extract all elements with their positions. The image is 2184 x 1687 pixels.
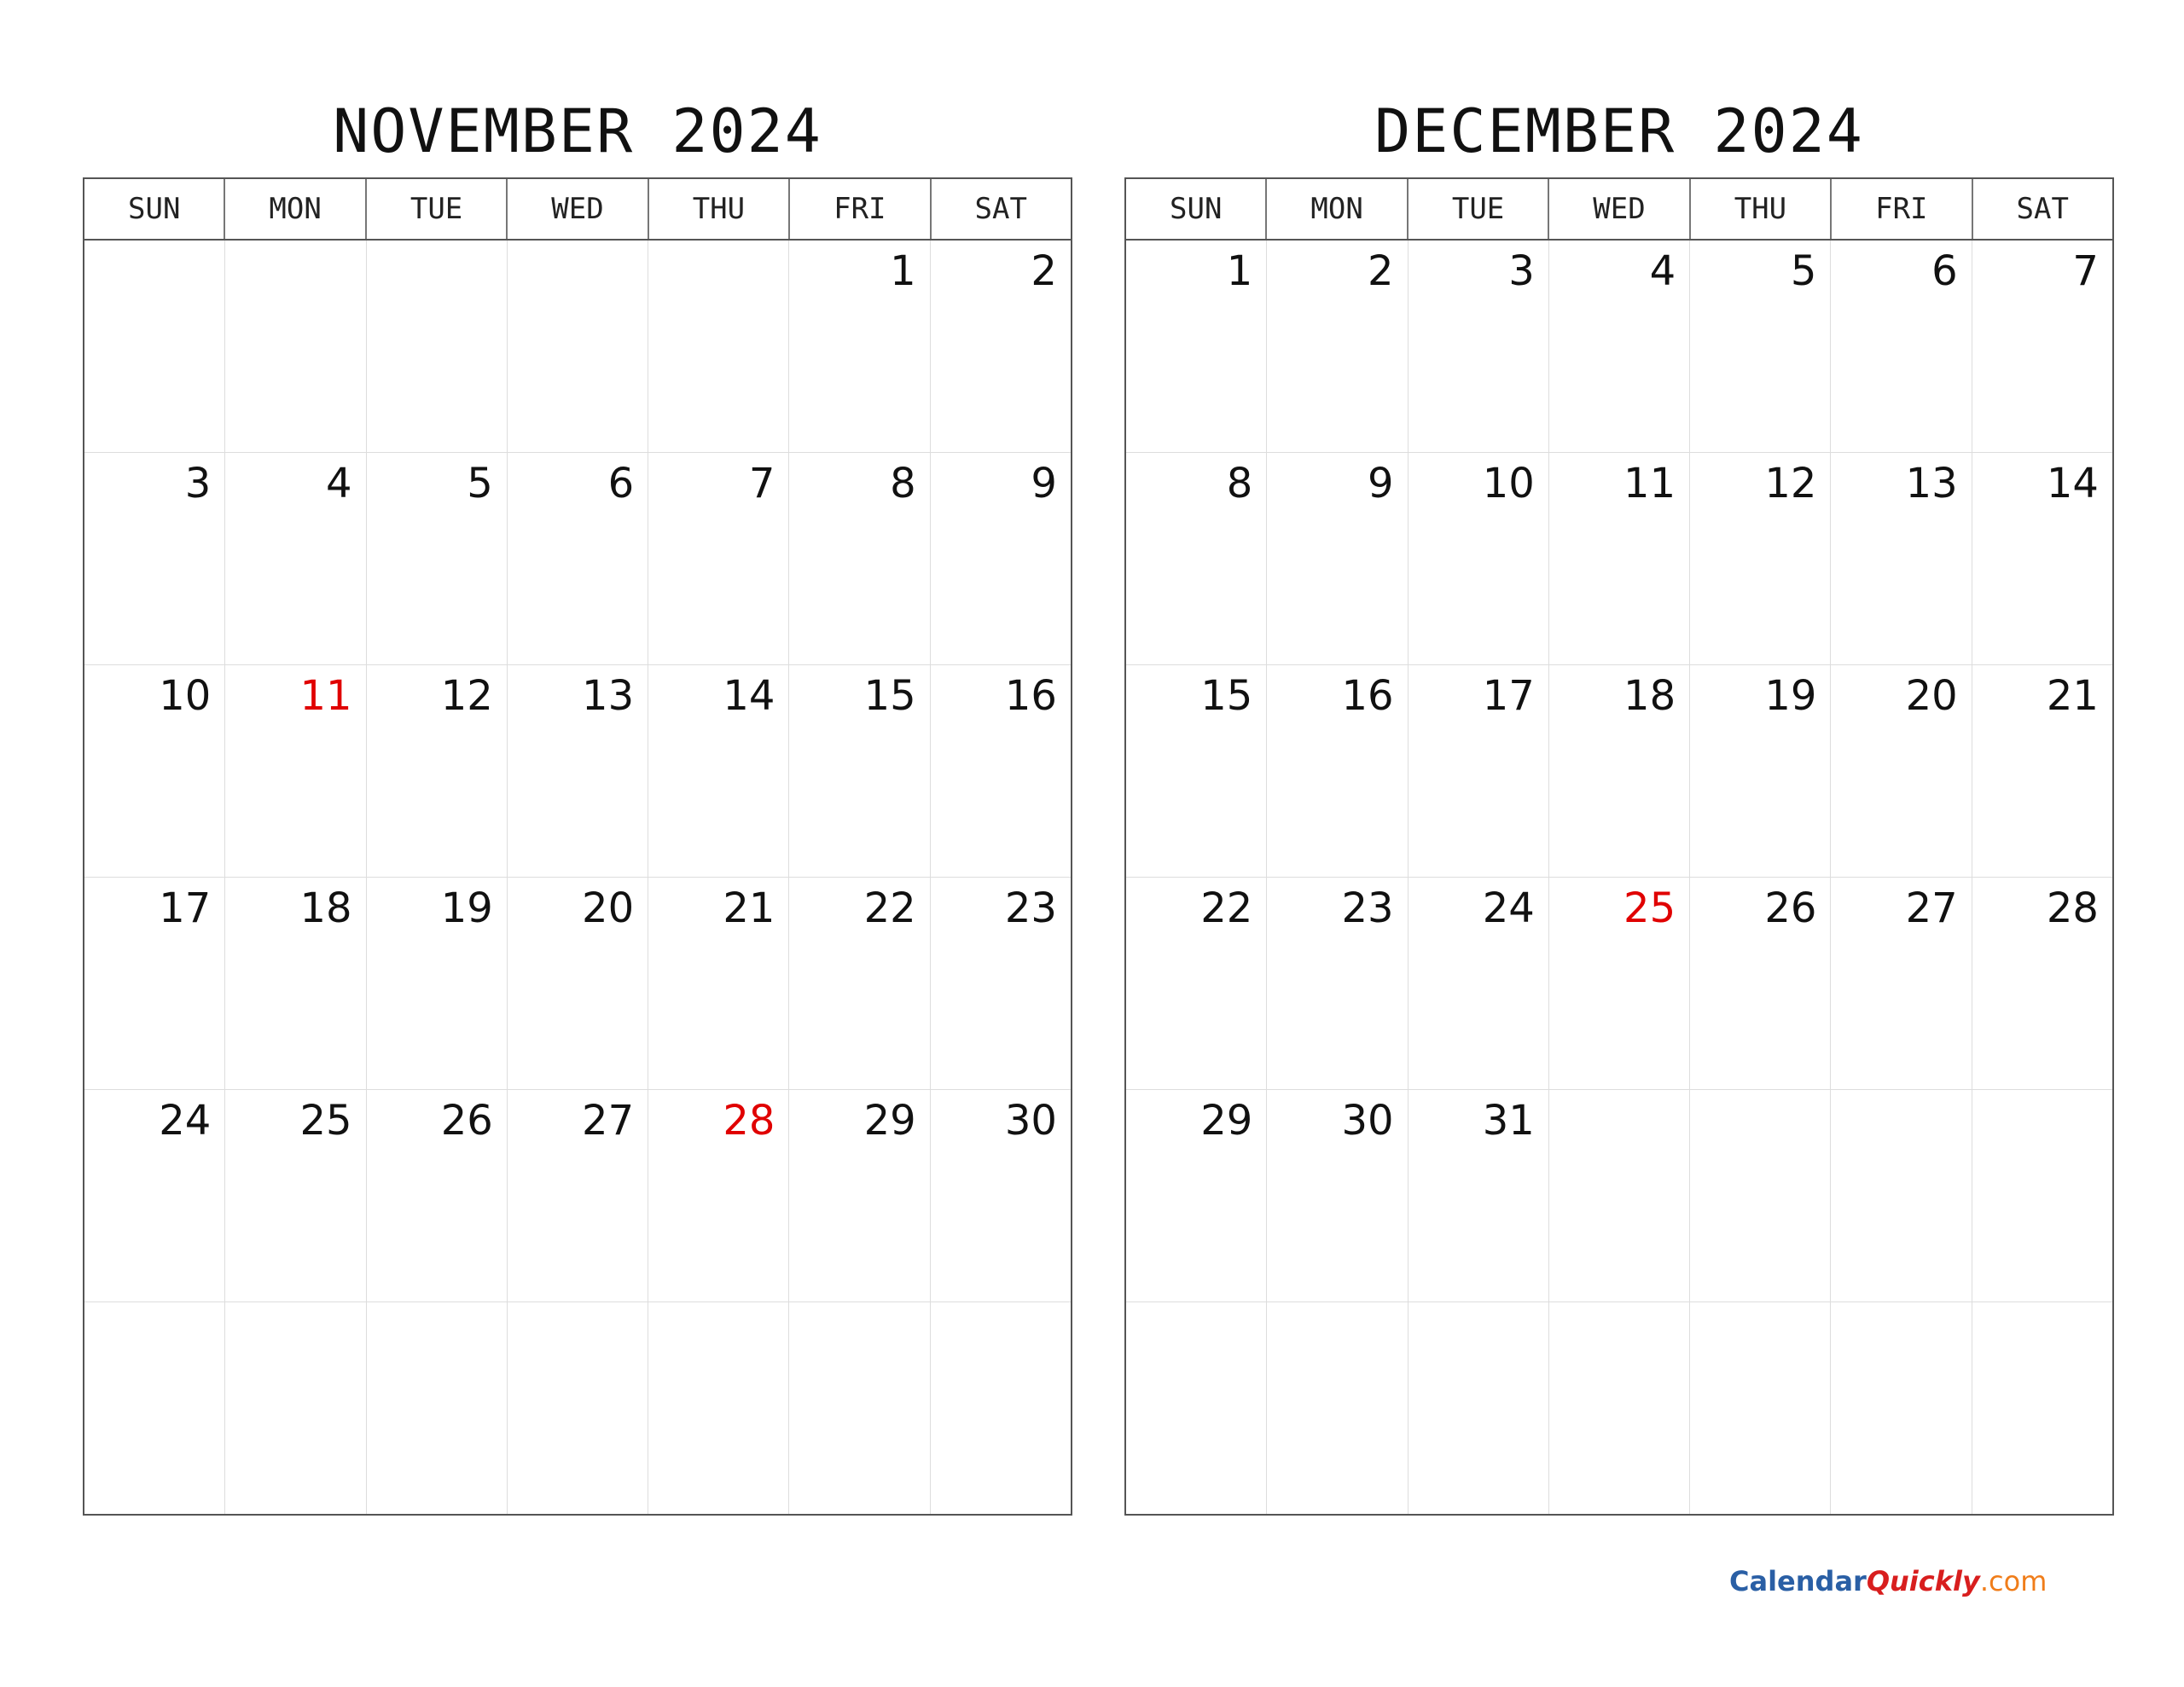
day-number: 29 (863, 1097, 916, 1145)
day-cell (1126, 665, 1266, 877)
day-cell (1408, 878, 1548, 1089)
day-cell (1972, 665, 2112, 877)
day-cell (1830, 453, 1971, 664)
day-cell (1266, 1302, 1407, 1514)
week-row (1126, 241, 2112, 452)
weekday-header: FRI (1830, 179, 1971, 239)
day-cell (366, 241, 507, 452)
day-number: 14 (723, 672, 775, 720)
day-cell (1830, 241, 1971, 452)
day-cell (648, 241, 788, 452)
day-number: 19 (1764, 672, 1817, 720)
day-cell (507, 1302, 648, 1514)
day-cell (648, 665, 788, 877)
day-number: 30 (1004, 1097, 1057, 1145)
day-cell (1408, 453, 1548, 664)
brand-part-calendar: Calendar (1729, 1565, 1867, 1597)
day-number: 20 (582, 884, 635, 932)
day-cell (788, 665, 929, 877)
weekday-header: TUE (365, 179, 506, 239)
weekday-header: SUN (128, 192, 181, 226)
day-cell (366, 1090, 507, 1301)
week-row (1126, 1301, 2112, 1514)
day-number: 14 (2046, 460, 2099, 507)
day-number: 12 (1764, 460, 1817, 507)
day-cell (1266, 665, 1407, 877)
day-cell (224, 453, 365, 664)
week-row (84, 664, 1071, 877)
day-cell (1126, 241, 1266, 452)
day-cell (1972, 241, 2112, 452)
day-number: 11 (1623, 460, 1676, 507)
day-number: 25 (299, 1097, 352, 1145)
day-cell (84, 878, 224, 1089)
day-cell (84, 453, 224, 664)
weeks-container (1126, 241, 2112, 1514)
day-number: 27 (1905, 884, 1958, 932)
day-number: 27 (582, 1097, 635, 1145)
week-row (1126, 452, 2112, 664)
week-row (1126, 877, 2112, 1089)
day-cell (84, 241, 224, 452)
day-number: 5 (467, 460, 493, 507)
weeks-container (84, 241, 1071, 1514)
day-number: 16 (1004, 672, 1057, 720)
week-row (1126, 1089, 2112, 1301)
day-cell (507, 665, 648, 877)
day-number: 9 (1031, 460, 1057, 507)
day-cell (648, 453, 788, 664)
day-cell (1972, 1302, 2112, 1514)
weekday-header: SUN (1170, 192, 1223, 226)
day-cell (1126, 1302, 1266, 1514)
day-cell (84, 1090, 224, 1301)
day-number: 31 (1482, 1097, 1535, 1145)
day-number: 1 (890, 247, 916, 295)
day-number: 8 (890, 460, 916, 507)
day-cell (1830, 1090, 1971, 1301)
day-cell (84, 665, 224, 877)
day-cell (648, 1090, 788, 1301)
day-cell (366, 665, 507, 877)
day-number: 1 (1226, 247, 1253, 295)
weekday-header: SAT (930, 179, 1071, 239)
day-cell (930, 665, 1071, 877)
day-number: 13 (582, 672, 635, 720)
day-number: 7 (748, 460, 775, 507)
week-row (84, 452, 1071, 664)
weekday-header: THU (1689, 179, 1830, 239)
day-cell (930, 878, 1071, 1089)
day-cell (1972, 878, 2112, 1089)
weekday-header: SAT (1972, 179, 2112, 239)
day-number: 2 (1031, 247, 1057, 295)
day-number: 15 (863, 672, 916, 720)
day-number: 13 (1905, 460, 1958, 507)
day-cell (1548, 1090, 1689, 1301)
day-number: 7 (2072, 247, 2099, 295)
day-number: 23 (1004, 884, 1057, 932)
day-number: 17 (1482, 672, 1535, 720)
day-cell (788, 241, 929, 452)
weekday-header: FRI (788, 179, 929, 239)
day-number: 5 (1790, 247, 1817, 295)
day-number: 10 (1482, 460, 1535, 507)
day-number: 4 (326, 460, 352, 507)
day-cell (507, 878, 648, 1089)
day-number: 24 (159, 1097, 212, 1145)
day-number: 8 (1226, 460, 1253, 507)
weekday-header: WED (1548, 179, 1688, 239)
brand-logo (1729, 1564, 2047, 1598)
day-cell (1266, 241, 1407, 452)
day-cell (224, 665, 365, 877)
day-cell (788, 1090, 929, 1301)
day-number: 9 (1368, 460, 1394, 507)
week-row (84, 877, 1071, 1089)
day-number: 6 (607, 460, 635, 507)
day-cell (930, 1090, 1071, 1301)
day-cell (1408, 1302, 1548, 1514)
day-number: 3 (184, 460, 212, 507)
day-number: 4 (1649, 247, 1676, 295)
day-cell (507, 453, 648, 664)
calendar-december (1124, 85, 2114, 1516)
weekday-header: WED (506, 179, 647, 239)
day-cell (507, 241, 648, 452)
day-number: 11 (299, 672, 352, 720)
day-number: 15 (1200, 672, 1253, 720)
day-cell (930, 241, 1071, 452)
day-cell (1408, 665, 1548, 877)
day-cell (1972, 1090, 2112, 1301)
day-cell (224, 1090, 365, 1301)
day-cell (1972, 453, 2112, 664)
day-number: 22 (1200, 884, 1253, 932)
day-number: 6 (1931, 247, 1958, 295)
day-number: 19 (440, 884, 493, 932)
day-cell (1548, 878, 1689, 1089)
day-number: 3 (1508, 247, 1535, 295)
day-cell (1830, 665, 1971, 877)
month-title: DECEMBER 2024 (1374, 96, 1864, 166)
day-cell (1830, 878, 1971, 1089)
weekday-header: MON (224, 179, 364, 239)
day-cell (1689, 453, 1830, 664)
day-cell (1689, 241, 1830, 452)
day-number: 12 (440, 672, 493, 720)
day-number: 28 (2046, 884, 2099, 932)
month-title: NOVEMBER 2024 (333, 96, 822, 166)
day-cell (1548, 1302, 1689, 1514)
day-cell (224, 1302, 365, 1514)
day-number: 10 (159, 672, 212, 720)
day-cell (1408, 1090, 1548, 1301)
day-cell (648, 1302, 788, 1514)
day-number: 22 (863, 884, 916, 932)
day-cell (1548, 241, 1689, 452)
week-row (84, 1089, 1071, 1301)
calendar-grid (1124, 177, 2114, 1516)
day-number: 26 (1764, 884, 1817, 932)
calendar-grid (83, 177, 1072, 1516)
day-number: 2 (1368, 247, 1394, 295)
day-cell (1548, 665, 1689, 877)
weekday-header: THU (648, 179, 788, 239)
day-cell (1408, 241, 1548, 452)
day-cell (507, 1090, 648, 1301)
day-cell (1548, 453, 1689, 664)
day-cell (1689, 1090, 1830, 1301)
day-cell (930, 453, 1071, 664)
day-cell (1830, 1302, 1971, 1514)
day-cell (788, 453, 929, 664)
day-number: 24 (1482, 884, 1535, 932)
day-number: 25 (1623, 884, 1676, 932)
day-number: 18 (1623, 672, 1676, 720)
day-cell (1689, 665, 1830, 877)
day-cell (930, 1302, 1071, 1514)
day-cell (1266, 878, 1407, 1089)
calendar-november (83, 85, 1072, 1516)
day-cell (788, 878, 929, 1089)
day-cell (1266, 1090, 1407, 1301)
week-row (1126, 664, 2112, 877)
day-cell (224, 878, 365, 1089)
day-number: 29 (1200, 1097, 1253, 1145)
day-number: 21 (723, 884, 775, 932)
day-cell (224, 241, 365, 452)
day-number: 21 (2046, 672, 2099, 720)
day-cell (1126, 453, 1266, 664)
day-cell (84, 1302, 224, 1514)
day-cell (1689, 1302, 1830, 1514)
day-number: 26 (440, 1097, 493, 1145)
day-number: 23 (1341, 884, 1394, 932)
day-number: 16 (1341, 672, 1394, 720)
weekday-header-row (84, 179, 1071, 241)
day-cell (366, 453, 507, 664)
day-cell (1266, 453, 1407, 664)
day-cell (1126, 1090, 1266, 1301)
day-number: 17 (159, 884, 212, 932)
day-cell (366, 878, 507, 1089)
weekday-header: TUE (1407, 179, 1548, 239)
brand-part-quickly: Quickly (1866, 1565, 1980, 1597)
weekday-header: MON (1265, 179, 1406, 239)
brand-part-domain: .com (1979, 1565, 2048, 1597)
day-cell (788, 1302, 929, 1514)
day-number: 18 (299, 884, 352, 932)
day-cell (1689, 878, 1830, 1089)
day-number: 20 (1905, 672, 1958, 720)
day-cell (1126, 878, 1266, 1089)
day-number: 28 (723, 1097, 775, 1145)
week-row (84, 241, 1071, 452)
week-row (84, 1301, 1071, 1514)
day-cell (648, 878, 788, 1089)
weekday-header-row (1126, 179, 2112, 241)
day-number: 30 (1341, 1097, 1394, 1145)
day-cell (366, 1302, 507, 1514)
